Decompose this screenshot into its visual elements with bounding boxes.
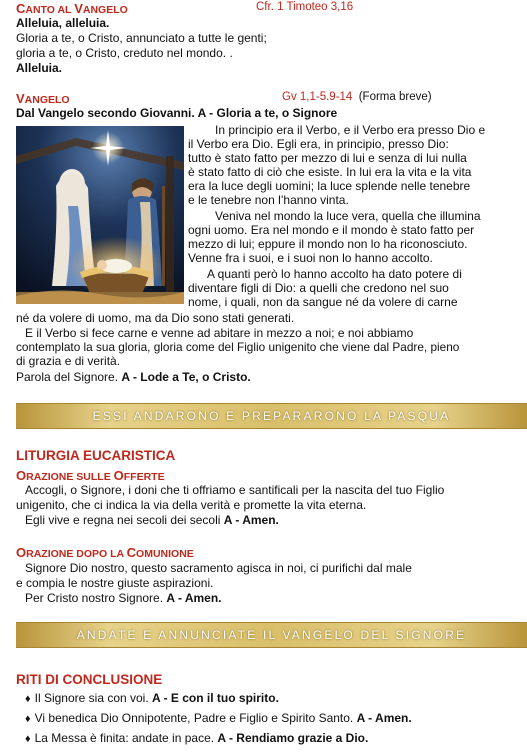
canto-line: Alleluia, alleluia. — [16, 16, 110, 30]
gospel-line: In principio era il Verbo, e il Verbo era presso Dio e — [215, 123, 486, 137]
vangelo-heading: Dal Vangelo secondo Giovanni. A - Gloria a te, o Signore — [16, 106, 338, 120]
gospel-line: è stato fatto di ciò che esiste. In lui era la vita e la vita — [188, 165, 472, 179]
offerte-line: unigenito, che ci indica la via della verità e promette la vita eterna. — [16, 498, 367, 512]
offerte-line: Accogli, o Signore, i doni che ti offriamo e santificali per la nascita del tuo Figlio — [25, 483, 445, 497]
riti-item: ♦ La Messa è finita: andate in pace. A - Rendiamo grazie a Dio. — [25, 731, 369, 745]
banner-andate-annunciate: ANDATE E ANNUNCIATE IL VANGELO DEL SIGNORE — [16, 622, 527, 648]
riti-title: RITI DI CONCLUSIONE — [16, 672, 163, 687]
diamond-bullet-icon: ♦ — [25, 733, 31, 745]
gospel-line: e le tenebre non l’hanno vinta. — [188, 193, 349, 207]
offerte-title: ORAZIONE SULLE OFFERTE — [16, 468, 165, 483]
riti-item: ♦ Vi benedica Dio Onnipotente, Padre e Figlio e Spirito Santo. A - Amen. — [25, 711, 412, 725]
nativity-illustration — [16, 126, 184, 304]
vangelo-title: VANGELO — [16, 91, 70, 106]
gospel-line: diventare figli di Dio: a quelli che credono nel suo — [188, 281, 449, 295]
comunione-line: Signore Dio nostro, questo sacramento agisca in noi, ci purifichi dal male — [25, 561, 412, 575]
vangelo-reference-line: Gv 1,1-5.9-14 (Forma breve) — [282, 91, 432, 103]
gospel-line: tutto è stato fatto per mezzo di lui e senza di lui nulla — [188, 151, 467, 165]
gospel-line: E il Verbo si fece carne e venne ad abitare in mezzo a noi; e noi abbiamo — [25, 326, 414, 340]
gospel-line: era la luce degli uomini; la luce splende nelle tenebre — [188, 179, 471, 193]
canto-line: Gloria a te, o Cristo, annunciato a tutte le genti; — [16, 31, 267, 45]
canto-reference: Cfr. 1 Timoteo 3,16 — [256, 1, 354, 13]
gospel-line: di grazia e di verità. — [16, 354, 121, 368]
comunione-closing: Per Cristo nostro Signore. A - Amen. — [25, 591, 222, 605]
gospel-closing: Parola del Signore. A - Lode a Te, o Cristo. — [16, 370, 251, 384]
riti-item: ♦ Il Signore sia con voi. A - E con il tuo spirito. — [25, 691, 279, 705]
canto-title: CANTO AL VANGELO — [16, 1, 128, 16]
gospel-line: Venne fra i suoi, e i suoi non lo hanno accolto. — [188, 251, 433, 265]
liturgia-title: LITURGIA EUCARISTICA — [16, 448, 176, 463]
nativity-image — [16, 126, 184, 304]
offerte-closing: Egli vive e regna nei secoli dei secoli A - Amen. — [25, 513, 279, 527]
gospel-line: il Verbo era Dio. Egli era, in principio, presso Dio: — [188, 137, 449, 151]
diamond-bullet-icon: ♦ — [25, 693, 31, 705]
comunione-title: ORAZIONE DOPO LA COMUNIONE — [16, 545, 194, 560]
gospel-line: né da volere di uomo, ma da Dio sono stati generati. — [16, 311, 295, 325]
banner-essi-andarono: ESSI ANDARONO E PREPARARONO LA PASQUA — [16, 403, 527, 429]
canto-line: gloria a te, o Cristo, creduto nel mondo. . — [16, 46, 233, 60]
gospel-line: nome, i quali, non da sangue né da volere di carne — [188, 295, 458, 309]
gospel-line: A quanti però lo hanno accolto ha dato potere di — [207, 267, 462, 281]
comunione-line: e compia le nostre giuste aspirazioni. — [16, 576, 214, 590]
gospel-line: ogni uomo. Era nel mondo e il mondo è stato fatto per — [188, 223, 475, 237]
diamond-bullet-icon: ♦ — [25, 713, 31, 725]
gospel-line: mezzo di lui; eppure il mondo non lo ha riconosciuto. — [188, 237, 468, 251]
gospel-line: Veniva nel mondo la luce vera, quella che illumina — [215, 209, 481, 223]
gospel-line: contemplato la sua gloria, gloria come del Figlio unigenito che viene dal Padre, pieno — [16, 340, 460, 354]
canto-line: Alleluia. — [16, 61, 63, 75]
